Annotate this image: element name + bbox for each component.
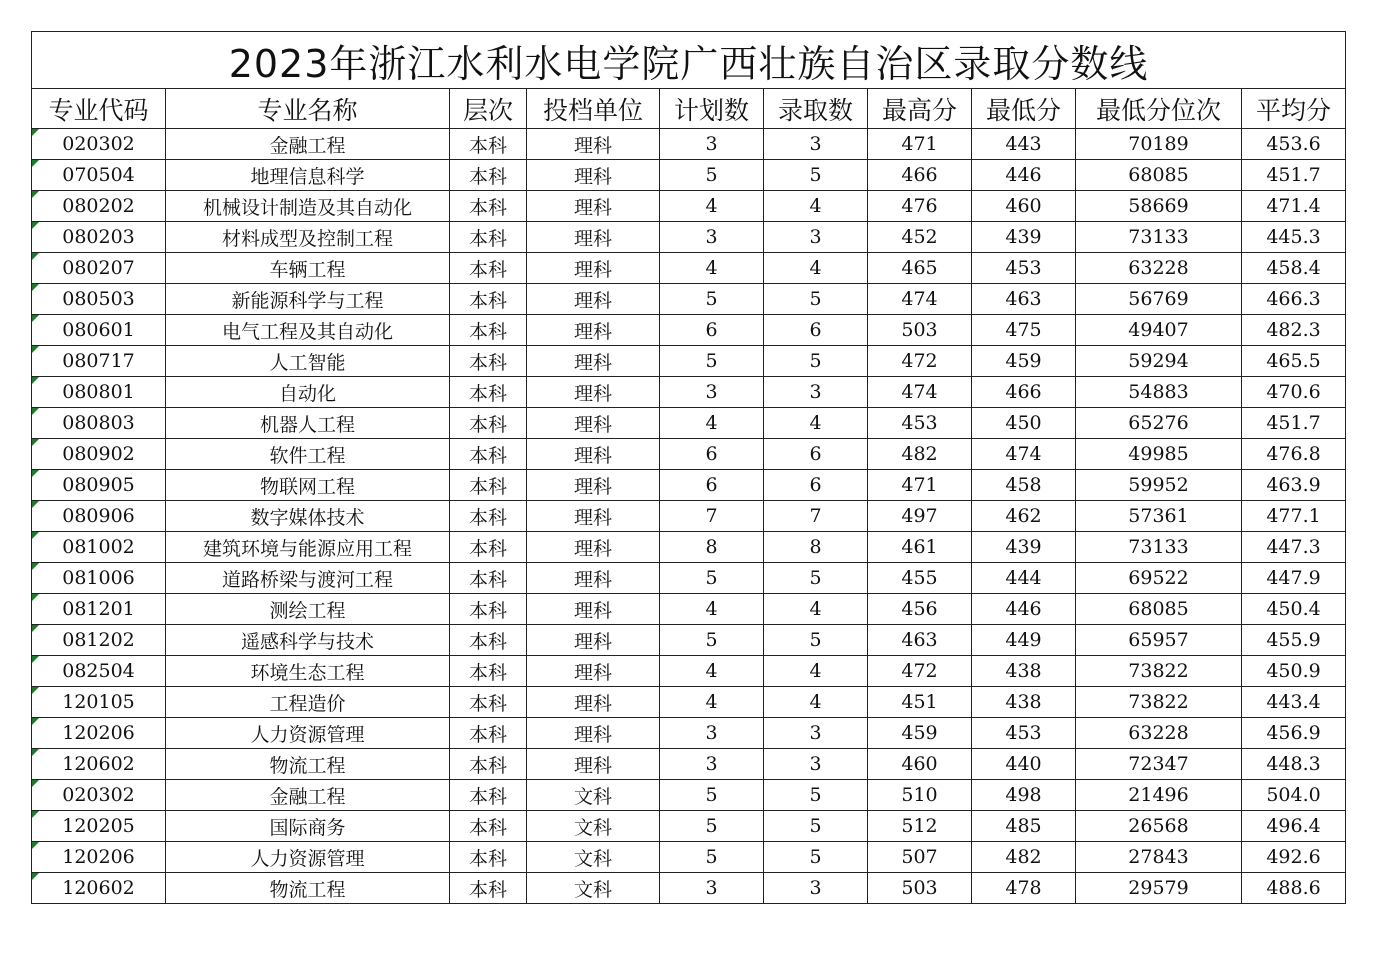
cell-major-name: 遥感科学与技术 [166,625,450,656]
cell-min-score: 466 [972,377,1076,408]
cell-level: 本科 [450,687,527,718]
table-row [32,718,1346,749]
col-header-min-rank: 最低分位次 [1076,89,1242,129]
cell-avg-score: 447.9 [1242,563,1346,594]
table-row [32,842,1346,873]
header-row [32,89,1346,129]
cell-plan-count: 8 [660,532,764,563]
cell-plan-count: 5 [660,842,764,873]
cell-avg-score: 450.4 [1242,594,1346,625]
cell-level: 本科 [450,346,527,377]
cell-admitted-count: 5 [764,346,868,377]
cell-min-score: 462 [972,501,1076,532]
cell-admitted-count: 3 [764,377,868,408]
cell-avg-score: 458.4 [1242,253,1346,284]
cell-admission-unit: 理科 [527,501,660,532]
cell-major-code: 080207 [32,253,166,284]
cell-avg-score: 504.0 [1242,780,1346,811]
cell-major-code: 020302 [32,129,166,160]
col-header-avg: 平均分 [1242,89,1346,129]
cell-min-score: 453 [972,718,1076,749]
cell-min-score: 438 [972,687,1076,718]
col-header-plan: 计划数 [660,89,764,129]
cell-max-score: 503 [868,315,972,346]
cell-admitted-count: 5 [764,842,868,873]
cell-admission-unit: 理科 [527,284,660,315]
cell-major-name: 工程造价 [166,687,450,718]
cell-min-score: 440 [972,749,1076,780]
cell-level: 本科 [450,501,527,532]
cell-level: 本科 [450,222,527,253]
table-row [32,284,1346,315]
cell-plan-count: 6 [660,470,764,501]
cell-major-name: 机械设计制造及其自动化 [166,191,450,222]
cell-major-code: 081002 [32,532,166,563]
cell-min-score-rank: 69522 [1076,563,1242,594]
cell-admitted-count: 3 [764,873,868,904]
cell-min-score: 444 [972,563,1076,594]
cell-plan-count: 5 [660,780,764,811]
cell-level: 本科 [450,408,527,439]
cell-min-score-rank: 57361 [1076,501,1242,532]
table-row [32,129,1346,160]
cell-min-score: 450 [972,408,1076,439]
cell-avg-score: 445.3 [1242,222,1346,253]
cell-admission-unit: 理科 [527,315,660,346]
cell-major-name: 人力资源管理 [166,842,450,873]
cell-min-score-rank: 65276 [1076,408,1242,439]
col-header-unit: 投档单位 [527,89,660,129]
cell-plan-count: 4 [660,191,764,222]
cell-major-name: 物联网工程 [166,470,450,501]
cell-min-score-rank: 59294 [1076,346,1242,377]
cell-major-code: 082504 [32,656,166,687]
cell-major-name: 物流工程 [166,749,450,780]
cell-max-score: 472 [868,346,972,377]
cell-admitted-count: 5 [764,811,868,842]
cell-min-score-rank: 27843 [1076,842,1242,873]
col-header-level: 层次 [450,89,527,129]
table-row [32,687,1346,718]
cell-major-code: 120602 [32,749,166,780]
cell-major-name: 电气工程及其自动化 [166,315,450,346]
cell-major-name: 建筑环境与能源应用工程 [166,532,450,563]
table-row [32,625,1346,656]
cell-plan-count: 4 [660,687,764,718]
cell-major-name: 道路桥梁与渡河工程 [166,563,450,594]
cell-admitted-count: 6 [764,439,868,470]
admission-score-table [31,31,1346,904]
cell-max-score: 474 [868,377,972,408]
cell-major-code: 070504 [32,160,166,191]
cell-min-score-rank: 73133 [1076,532,1242,563]
cell-admitted-count: 8 [764,532,868,563]
cell-min-score: 460 [972,191,1076,222]
cell-max-score: 476 [868,191,972,222]
cell-min-score-rank: 63228 [1076,718,1242,749]
cell-admission-unit: 理科 [527,191,660,222]
cell-min-score-rank: 21496 [1076,780,1242,811]
cell-major-code: 120205 [32,811,166,842]
cell-avg-score: 447.3 [1242,532,1346,563]
cell-level: 本科 [450,625,527,656]
cell-major-name: 环境生态工程 [166,656,450,687]
cell-major-name: 测绘工程 [166,594,450,625]
cell-min-score-rank: 68085 [1076,160,1242,191]
cell-level: 本科 [450,284,527,315]
cell-admission-unit: 理科 [527,718,660,749]
cell-min-score-rank: 73822 [1076,656,1242,687]
cell-avg-score: 482.3 [1242,315,1346,346]
cell-level: 本科 [450,315,527,346]
cell-min-score: 438 [972,656,1076,687]
cell-min-score-rank: 58669 [1076,191,1242,222]
cell-min-score: 478 [972,873,1076,904]
cell-min-score-rank: 73133 [1076,222,1242,253]
cell-admitted-count: 3 [764,129,868,160]
cell-min-score-rank: 26568 [1076,811,1242,842]
cell-admitted-count: 4 [764,408,868,439]
cell-major-code: 081201 [32,594,166,625]
cell-admission-unit: 文科 [527,842,660,873]
table-row [32,501,1346,532]
cell-plan-count: 3 [660,873,764,904]
cell-admitted-count: 4 [764,656,868,687]
table-row [32,222,1346,253]
cell-plan-count: 3 [660,222,764,253]
cell-level: 本科 [450,873,527,904]
cell-admission-unit: 理科 [527,253,660,284]
cell-min-score-rank: 29579 [1076,873,1242,904]
cell-admission-unit: 理科 [527,749,660,780]
cell-max-score: 472 [868,656,972,687]
cell-min-score: 439 [972,222,1076,253]
cell-major-name: 地理信息科学 [166,160,450,191]
cell-admission-unit: 理科 [527,408,660,439]
cell-plan-count: 4 [660,594,764,625]
cell-major-name: 软件工程 [166,439,450,470]
cell-max-score: 503 [868,873,972,904]
cell-min-score-rank: 63228 [1076,253,1242,284]
cell-admission-unit: 理科 [527,439,660,470]
cell-level: 本科 [450,656,527,687]
cell-avg-score: 466.3 [1242,284,1346,315]
cell-max-score: 482 [868,439,972,470]
cell-major-name: 金融工程 [166,780,450,811]
cell-admitted-count: 5 [764,160,868,191]
cell-major-name: 车辆工程 [166,253,450,284]
table-row [32,532,1346,563]
table-row [32,408,1346,439]
cell-level: 本科 [450,842,527,873]
cell-admission-unit: 理科 [527,346,660,377]
cell-admitted-count: 5 [764,780,868,811]
cell-avg-score: 488.6 [1242,873,1346,904]
cell-admission-unit: 理科 [527,563,660,594]
col-header-major: 专业名称 [166,89,450,129]
cell-plan-count: 5 [660,563,764,594]
cell-avg-score: 477.1 [1242,501,1346,532]
cell-min-score: 449 [972,625,1076,656]
cell-major-code: 080717 [32,346,166,377]
cell-level: 本科 [450,439,527,470]
cell-major-code: 120105 [32,687,166,718]
cell-min-score: 446 [972,594,1076,625]
cell-admission-unit: 理科 [527,377,660,408]
cell-avg-score: 450.9 [1242,656,1346,687]
cell-max-score: 451 [868,687,972,718]
cell-admission-unit: 理科 [527,656,660,687]
cell-major-code: 080906 [32,501,166,532]
cell-max-score: 452 [868,222,972,253]
cell-admitted-count: 4 [764,253,868,284]
cell-min-score: 463 [972,284,1076,315]
cell-plan-count: 3 [660,129,764,160]
cell-admitted-count: 6 [764,315,868,346]
cell-max-score: 460 [868,749,972,780]
table-row [32,377,1346,408]
cell-level: 本科 [450,470,527,501]
cell-min-score-rank: 49985 [1076,439,1242,470]
cell-admission-unit: 理科 [527,625,660,656]
cell-level: 本科 [450,377,527,408]
cell-admission-unit: 理科 [527,160,660,191]
cell-admitted-count: 4 [764,191,868,222]
table-row [32,315,1346,346]
cell-major-name: 机器人工程 [166,408,450,439]
cell-major-name: 新能源科学与工程 [166,284,450,315]
cell-max-score: 456 [868,594,972,625]
cell-min-score-rank: 65957 [1076,625,1242,656]
cell-level: 本科 [450,532,527,563]
table-row [32,656,1346,687]
table-row [32,594,1346,625]
cell-max-score: 453 [868,408,972,439]
cell-admission-unit: 理科 [527,687,660,718]
cell-admitted-count: 5 [764,625,868,656]
table-row [32,253,1346,284]
cell-avg-score: 471.4 [1242,191,1346,222]
cell-admission-unit: 理科 [527,470,660,501]
cell-min-score-rank: 73822 [1076,687,1242,718]
cell-max-score: 455 [868,563,972,594]
cell-plan-count: 6 [660,439,764,470]
cell-min-score: 439 [972,532,1076,563]
cell-major-code: 120602 [32,873,166,904]
cell-major-name: 材料成型及控制工程 [166,222,450,253]
cell-plan-count: 5 [660,160,764,191]
cell-avg-score: 451.7 [1242,160,1346,191]
table-row [32,780,1346,811]
cell-level: 本科 [450,780,527,811]
cell-max-score: 474 [868,284,972,315]
cell-min-score: 482 [972,842,1076,873]
cell-major-code: 120206 [32,842,166,873]
cell-avg-score: 463.9 [1242,470,1346,501]
cell-plan-count: 7 [660,501,764,532]
cell-admitted-count: 3 [764,749,868,780]
cell-major-code: 080801 [32,377,166,408]
cell-max-score: 465 [868,253,972,284]
cell-plan-count: 6 [660,315,764,346]
cell-min-score: 443 [972,129,1076,160]
cell-admission-unit: 文科 [527,873,660,904]
cell-major-code: 080601 [32,315,166,346]
cell-max-score: 512 [868,811,972,842]
col-header-max: 最高分 [868,89,972,129]
cell-level: 本科 [450,191,527,222]
cell-min-score-rank: 59952 [1076,470,1242,501]
cell-admitted-count: 6 [764,470,868,501]
cell-min-score-rank: 49407 [1076,315,1242,346]
cell-admitted-count: 5 [764,563,868,594]
col-header-code: 专业代码 [32,89,166,129]
cell-major-code: 020302 [32,780,166,811]
cell-min-score: 474 [972,439,1076,470]
cell-max-score: 471 [868,470,972,501]
cell-major-code: 080902 [32,439,166,470]
cell-admitted-count: 3 [764,718,868,749]
cell-major-name: 物流工程 [166,873,450,904]
cell-min-score-rank: 70189 [1076,129,1242,160]
table-row [32,811,1346,842]
cell-min-score-rank: 72347 [1076,749,1242,780]
table-row [32,470,1346,501]
cell-plan-count: 5 [660,625,764,656]
cell-min-score: 453 [972,253,1076,284]
cell-major-code: 080203 [32,222,166,253]
cell-level: 本科 [450,718,527,749]
cell-max-score: 471 [868,129,972,160]
cell-admission-unit: 理科 [527,594,660,625]
cell-major-name: 数字媒体技术 [166,501,450,532]
cell-avg-score: 453.6 [1242,129,1346,160]
cell-plan-count: 4 [660,656,764,687]
table-row [32,160,1346,191]
cell-max-score: 497 [868,501,972,532]
cell-major-name: 国际商务 [166,811,450,842]
cell-major-name: 金融工程 [166,129,450,160]
cell-major-code: 080202 [32,191,166,222]
cell-major-code: 081202 [32,625,166,656]
cell-max-score: 459 [868,718,972,749]
cell-major-code: 080503 [32,284,166,315]
cell-max-score: 510 [868,780,972,811]
cell-min-score-rank: 54883 [1076,377,1242,408]
col-header-admitted: 录取数 [764,89,868,129]
cell-avg-score: 451.7 [1242,408,1346,439]
cell-plan-count: 3 [660,377,764,408]
cell-major-code: 120206 [32,718,166,749]
cell-min-score-rank: 56769 [1076,284,1242,315]
cell-min-score: 475 [972,315,1076,346]
cell-major-code: 080803 [32,408,166,439]
cell-admission-unit: 文科 [527,780,660,811]
table-row [32,563,1346,594]
cell-avg-score: 465.5 [1242,346,1346,377]
cell-plan-count: 4 [660,408,764,439]
cell-level: 本科 [450,129,527,160]
cell-level: 本科 [450,160,527,191]
cell-level: 本科 [450,563,527,594]
cell-plan-count: 3 [660,718,764,749]
cell-major-name: 人工智能 [166,346,450,377]
cell-admitted-count: 5 [764,284,868,315]
cell-major-code: 081006 [32,563,166,594]
cell-avg-score: 496.4 [1242,811,1346,842]
cell-min-score: 459 [972,346,1076,377]
cell-level: 本科 [450,749,527,780]
cell-level: 本科 [450,811,527,842]
cell-admission-unit: 理科 [527,222,660,253]
table-title: 2023年浙江水利水电学院广西壮族自治区录取分数线 [32,32,1346,89]
cell-admitted-count: 3 [764,222,868,253]
cell-admitted-count: 4 [764,594,868,625]
cell-plan-count: 4 [660,253,764,284]
cell-avg-score: 443.4 [1242,687,1346,718]
cell-admission-unit: 理科 [527,129,660,160]
cell-min-score: 458 [972,470,1076,501]
cell-min-score-rank: 68085 [1076,594,1242,625]
cell-avg-score: 476.8 [1242,439,1346,470]
cell-admitted-count: 4 [764,687,868,718]
cell-avg-score: 448.3 [1242,749,1346,780]
cell-min-score: 498 [972,780,1076,811]
cell-admitted-count: 7 [764,501,868,532]
cell-plan-count: 3 [660,749,764,780]
cell-max-score: 507 [868,842,972,873]
cell-avg-score: 455.9 [1242,625,1346,656]
cell-max-score: 466 [868,160,972,191]
cell-plan-count: 5 [660,811,764,842]
cell-avg-score: 492.6 [1242,842,1346,873]
cell-max-score: 461 [868,532,972,563]
table-row [32,346,1346,377]
table-row [32,749,1346,780]
cell-min-score: 485 [972,811,1076,842]
cell-level: 本科 [450,594,527,625]
cell-plan-count: 5 [660,284,764,315]
col-header-min: 最低分 [972,89,1076,129]
cell-major-name: 自动化 [166,377,450,408]
cell-avg-score: 470.6 [1242,377,1346,408]
cell-major-code: 080905 [32,470,166,501]
cell-max-score: 463 [868,625,972,656]
table-row [32,439,1346,470]
cell-plan-count: 5 [660,346,764,377]
cell-major-name: 人力资源管理 [166,718,450,749]
table-row [32,873,1346,904]
cell-avg-score: 456.9 [1242,718,1346,749]
table-row [32,191,1346,222]
cell-level: 本科 [450,253,527,284]
cell-min-score: 446 [972,160,1076,191]
cell-admission-unit: 文科 [527,811,660,842]
cell-admission-unit: 理科 [527,532,660,563]
